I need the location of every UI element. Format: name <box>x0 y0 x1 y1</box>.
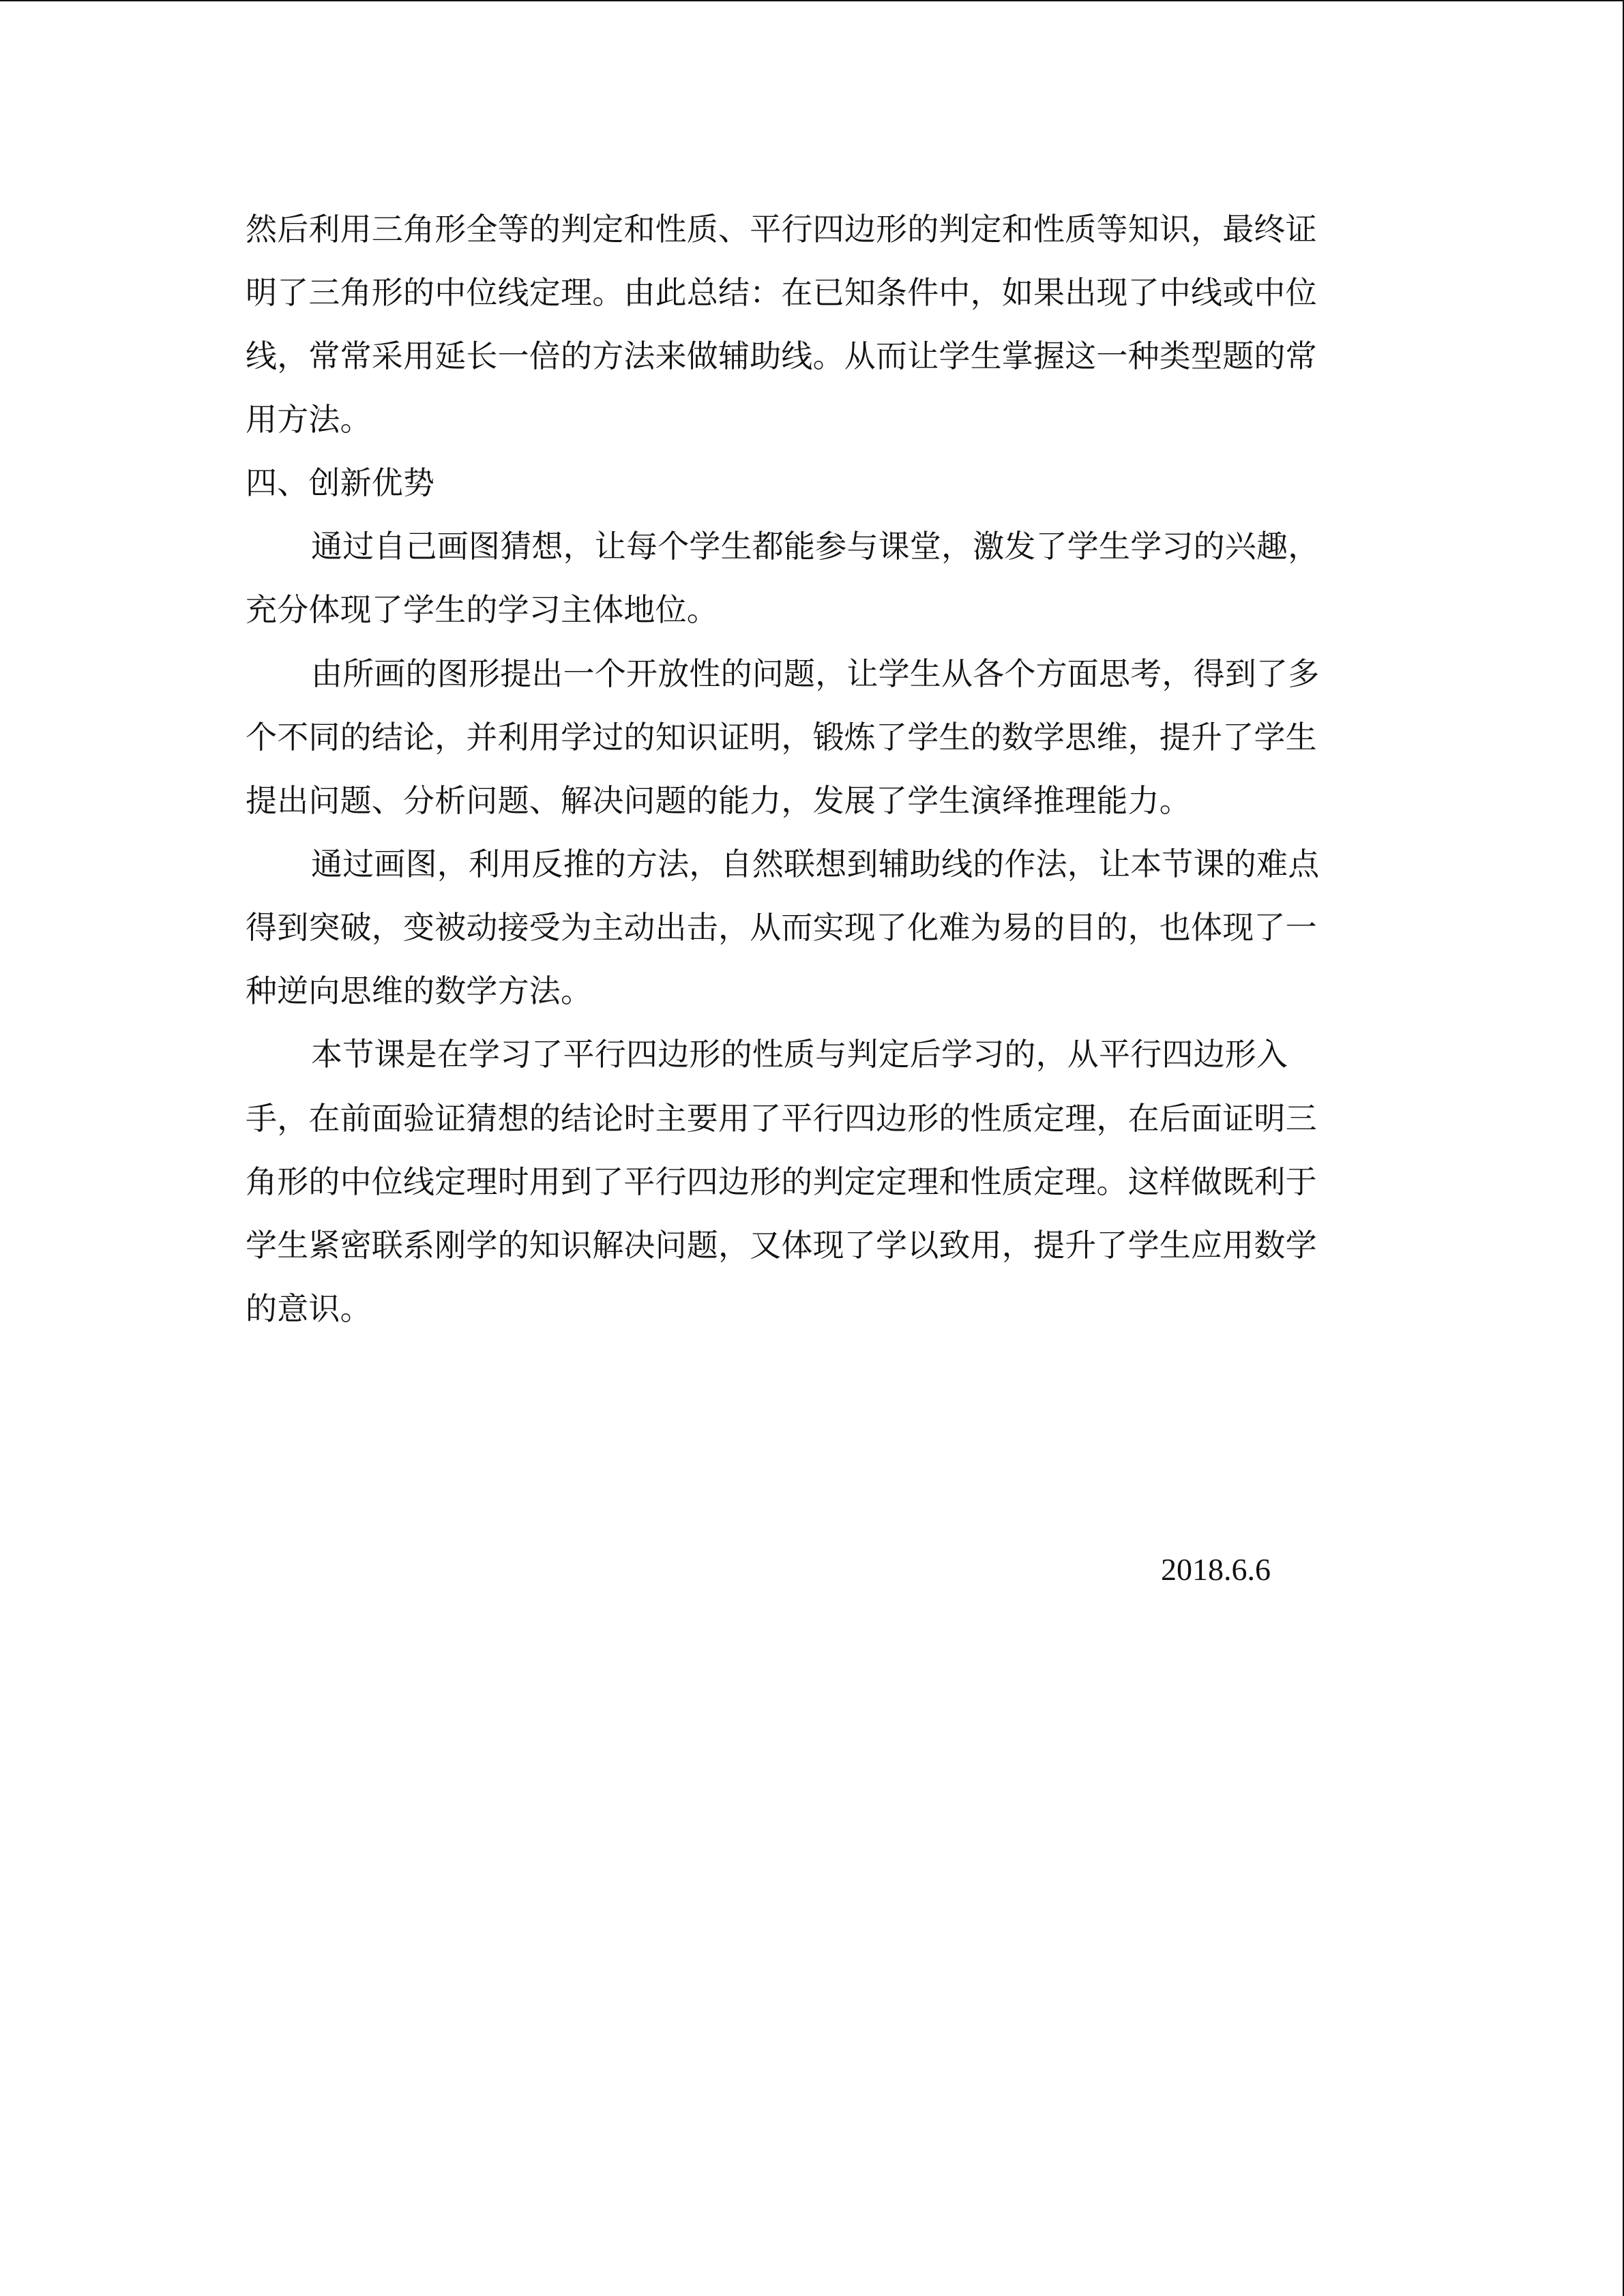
paragraph-5-line-5: 的意识。 <box>246 1290 372 1327</box>
paragraph-5-line-3: 角形的中位线定理时用到了平行四边形的判定定理和性质定理。这样做既利于 <box>246 1163 1317 1200</box>
paragraph-4-line-2: 得到突破，变被动接受为主动出击，从而实现了化难为易的目的，也体现了一 <box>246 909 1317 946</box>
paragraph-1-line-1: 然后利用三角形全等的判定和性质、平行四边形的判定和性质等知识，最终证 <box>246 211 1317 248</box>
paragraph-5-line-4: 学生紧密联系刚学的知识解决问题，又体现了学以致用，提升了学生应用数学 <box>246 1227 1317 1264</box>
paragraph-3-line-1: 由所画的图形提出一个开放性的问题，让学生从各个方面思考，得到了多 <box>311 655 1320 692</box>
paragraph-4-line-1: 通过画图，利用反推的方法，自然联想到辅助线的作法，让本节课的难点 <box>311 846 1320 882</box>
paragraph-3-line-3: 提出问题、分析问题、解决问题的能力，发展了学生演绎推理能力。 <box>246 782 1191 819</box>
document-date: 2018.6.6 <box>1161 1552 1271 1587</box>
paragraph-1-line-4: 用方法。 <box>246 401 372 438</box>
paragraph-5-line-2: 手，在前面验证猜想的结论时主要用了平行四边形的性质定理，在后面证明三 <box>246 1100 1317 1137</box>
section-heading: 四、创新优势 <box>246 464 435 501</box>
paragraph-1-line-3: 线，常常采用延长一倍的方法来做辅助线。从而让学生掌握这一种类型题的常 <box>246 338 1317 374</box>
paragraph-3-line-2: 个不同的结论，并利用学过的知识证明，锻炼了学生的数学思维，提升了学生 <box>246 719 1317 756</box>
paragraph-5-line-1: 本节课是在学习了平行四边形的性质与判定后学习的，从平行四边形入 <box>311 1036 1288 1073</box>
paragraph-4-line-3: 种逆向思维的数学方法。 <box>246 972 593 1009</box>
paragraph-1-line-2: 明了三角形的中位线定理。由此总结：在已知条件中，如果出现了中线或中位 <box>246 274 1317 311</box>
paragraph-2-line-1: 通过自己画图猜想，让每个学生都能参与课堂，激发了学生学习的兴趣， <box>311 528 1320 565</box>
paragraph-2-line-2: 充分体现了学生的学习主体地位。 <box>246 591 718 628</box>
